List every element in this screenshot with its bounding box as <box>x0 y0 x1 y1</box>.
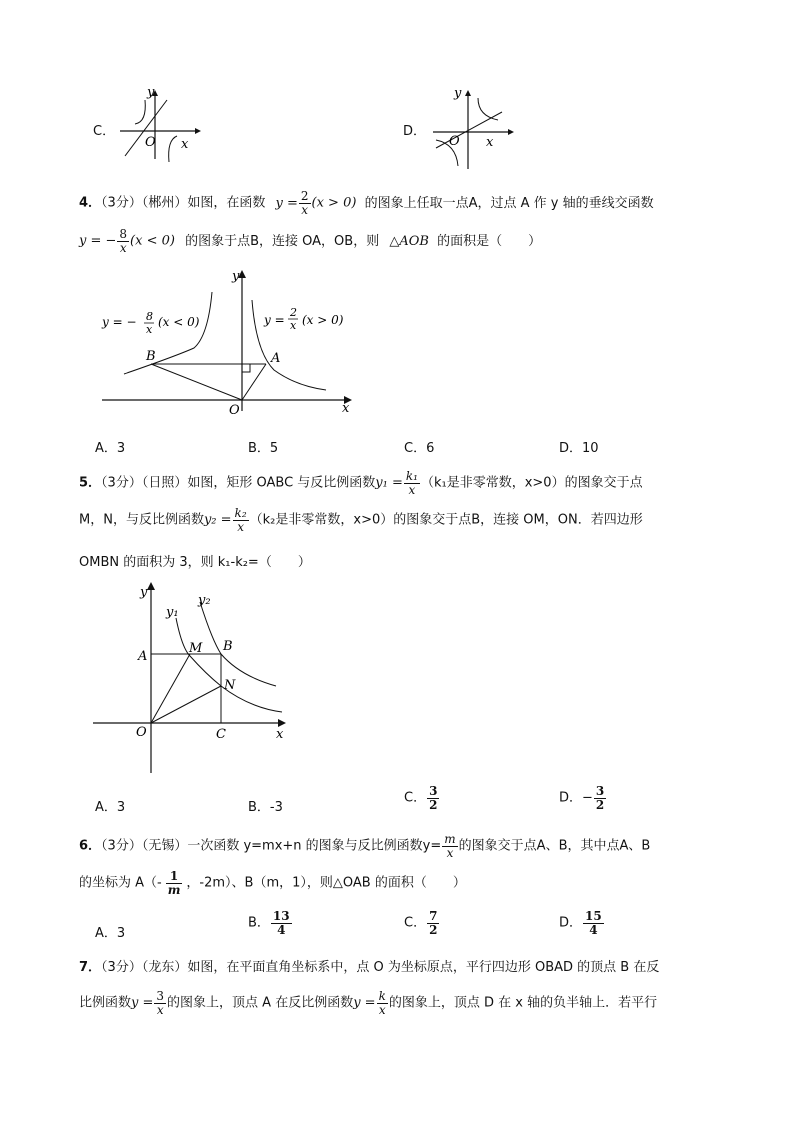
q4-option-d[interactable] <box>559 437 599 456</box>
option-value: -3 <box>269 800 283 815</box>
denominator: x <box>378 1002 386 1017</box>
y-label: y <box>147 85 155 100</box>
numerator: k <box>378 989 386 1003</box>
stem-text: 的图象上任取一点A，过点 A 作 y 轴的垂线交函数 <box>364 195 654 211</box>
formula-condition: (x > 0) <box>311 195 357 211</box>
denominator: 4 <box>589 922 598 937</box>
stem-text: （k₁是非零常数，x>0）的图象交于点 <box>420 475 643 491</box>
numerator: 1 <box>166 870 183 884</box>
option-label: C． <box>93 124 116 139</box>
y-axis-arrow <box>465 90 471 96</box>
question-number: 4． <box>79 195 102 211</box>
curve-y1-label: y₁ <box>166 605 179 620</box>
y-label: y <box>454 86 462 101</box>
y-label: y <box>140 585 148 600</box>
q5-stem-line2 <box>79 507 643 533</box>
right-fn-num: 2 <box>290 306 297 319</box>
denominator: 2 <box>429 797 438 812</box>
origin-label: O <box>136 725 147 740</box>
denominator: 2 <box>429 922 438 937</box>
formula-condition: (x < 0) <box>130 233 175 249</box>
stem-text: 的图象于点B，连接 OA，OB，则 <box>185 233 380 249</box>
numerator: 15 <box>585 909 602 923</box>
q6-option-a[interactable] <box>95 922 125 941</box>
q6-option-d[interactable] <box>559 910 605 936</box>
formula-lhs: y = <box>275 195 298 211</box>
denominator: x <box>156 1002 164 1017</box>
point-M-label: M <box>189 641 203 656</box>
triangle-symbol: △AOB <box>389 233 429 249</box>
q3-option-c-graph <box>115 84 205 164</box>
option-label: C． <box>404 790 427 806</box>
stem-text: OMBN 的面积为 3，则 k₁-k₂=（ ） <box>79 555 311 570</box>
option-label: B． <box>248 441 270 456</box>
stem-text: 的图象上，顶点 A 在反比例函数 <box>167 995 354 1011</box>
origin-label: O <box>145 135 156 150</box>
stem-text: 的图象上，顶点 D 在 x 轴的负半轴上．若平行 <box>388 995 658 1011</box>
q7-stem-line2 <box>79 990 657 1016</box>
right-fn-den: x <box>290 319 297 332</box>
q6-stem-line1 <box>79 833 650 859</box>
option-label: C． <box>404 441 427 456</box>
numerator: m <box>444 832 456 846</box>
fraction <box>404 470 420 496</box>
formula-lhs: y = <box>131 995 154 1011</box>
q4-option-b[interactable] <box>248 437 278 456</box>
stem-text: 如图，在平面直角坐标系中，点 O 为坐标原点，平行四边形 OBAD 的顶点 B 在反 <box>187 960 660 975</box>
x-label: x <box>276 727 284 742</box>
q5-figure <box>90 578 290 776</box>
left-fn-den: x <box>146 323 153 336</box>
formula-lhs: y₁ = <box>375 475 403 491</box>
x-axis-arrow <box>508 129 514 135</box>
numerator: 3 <box>429 784 438 798</box>
q6-option-b[interactable] <box>248 910 293 936</box>
rectangle-OABC <box>151 654 221 723</box>
q4-stem-line2 <box>79 228 541 254</box>
q5-option-c[interactable] <box>404 785 440 811</box>
fraction <box>299 190 311 216</box>
fraction <box>427 785 439 811</box>
option-label: D． <box>559 915 583 931</box>
option-label: D． <box>559 790 583 806</box>
stem-text: 如图，矩形 OABC 与反比例函数 <box>187 475 376 491</box>
option-label: A． <box>95 926 117 941</box>
fraction <box>427 910 439 936</box>
q4-figure <box>96 266 358 418</box>
source: （无锡） <box>141 838 188 854</box>
option-value: 10 <box>582 441 599 456</box>
point-A-label: A <box>138 649 148 664</box>
q5-option-d[interactable] <box>559 785 607 811</box>
stem-text: 比例函数 <box>79 995 132 1011</box>
left-fn-num: 8 <box>146 310 153 323</box>
right-fn-lhs: y = <box>264 313 285 327</box>
option-label: A． <box>95 441 117 456</box>
q5-stem-line3 <box>79 551 311 570</box>
denominator: x <box>119 240 127 255</box>
q4-option-a[interactable] <box>95 437 125 456</box>
point-C-label: C <box>216 727 226 742</box>
question-number: 5． <box>79 475 102 491</box>
option-label: D． <box>559 441 583 456</box>
q7-stem-line1 <box>79 956 659 975</box>
minus-sign: − <box>582 790 593 806</box>
curve-y2 <box>200 602 276 686</box>
x-axis-arrow <box>278 719 286 727</box>
numerator: k₂ <box>234 506 247 520</box>
numerator: k₁ <box>405 469 418 483</box>
q3-option-d-graph <box>428 84 518 174</box>
left-fn-lhs: y = − <box>102 315 137 329</box>
option-value: 3 <box>116 800 126 815</box>
numerator: 8 <box>119 227 128 241</box>
fraction <box>583 910 604 936</box>
point-N-label: N <box>224 678 236 693</box>
y-label: y <box>232 269 240 284</box>
denominator: x <box>446 845 454 860</box>
fraction <box>117 228 129 254</box>
hyperbola-left <box>124 292 212 374</box>
denominator: x <box>408 482 416 497</box>
origin-label: O <box>449 134 460 149</box>
formula-lhs: y₂ = <box>203 512 232 528</box>
denominator: x <box>237 519 244 534</box>
stem-text: 如图，在函数 <box>187 195 266 211</box>
fraction <box>442 833 457 859</box>
option-value: 3 <box>116 926 126 941</box>
option-value: 5 <box>269 441 279 456</box>
q5-option-a[interactable] <box>95 796 125 815</box>
source: （日照） <box>141 475 188 491</box>
formula-lhs: y = − <box>79 233 117 249</box>
q3-option-c[interactable] <box>93 120 115 139</box>
option-label: C． <box>404 915 427 931</box>
x-axis-arrow <box>195 128 201 134</box>
hyperbola-branch-left <box>135 100 145 124</box>
numerator: 2 <box>300 189 309 203</box>
x-label: x <box>181 137 189 152</box>
question-number: 6． <box>79 838 102 854</box>
hyperbola-branch-right <box>169 136 177 162</box>
denominator: m <box>167 882 181 897</box>
option-value: 6 <box>426 441 435 456</box>
source: （龙东） <box>141 960 188 975</box>
q4-option-c[interactable] <box>404 437 434 456</box>
q3-option-d[interactable] <box>403 120 426 139</box>
option-label: A． <box>95 800 117 815</box>
score: （3分） <box>101 838 142 854</box>
score: （3分） <box>101 195 142 211</box>
q6-option-c[interactable] <box>404 910 440 936</box>
source: （郴州） <box>141 195 188 211</box>
fraction <box>271 910 292 936</box>
option-value: 3 <box>116 441 126 456</box>
fraction <box>233 507 249 533</box>
segment-BO <box>151 364 242 400</box>
score: （3分） <box>101 475 142 491</box>
stem-text: 的面积是（ ） <box>437 233 542 249</box>
stem-text: ，-2m）、B（m，1），则△OAB 的面积（ ） <box>186 875 466 891</box>
curve-y2-label: y₂ <box>198 593 211 608</box>
left-fn-cond: (x < 0) <box>158 315 200 329</box>
fraction <box>166 870 183 896</box>
formula-lhs: y = <box>353 995 376 1011</box>
q5-option-b[interactable] <box>248 796 283 815</box>
q5-stem-line1 <box>79 470 643 496</box>
stem-text: M，N，与反比例函数 <box>79 512 204 528</box>
stem-text: 一次函数 y=mx+n 的图象与反比例函数y= <box>187 838 442 854</box>
denominator: x <box>301 202 309 217</box>
option-label: D． <box>403 124 427 139</box>
option-label: B． <box>248 800 270 815</box>
numerator: 13 <box>272 909 290 923</box>
y-axis-arrow <box>147 582 155 590</box>
denominator: 2 <box>595 797 605 812</box>
curve-y1 <box>176 618 282 712</box>
origin-label: O <box>229 403 240 418</box>
x-label: x <box>342 401 350 416</box>
segment-AO <box>242 364 266 400</box>
stem-text: （k₂是非零常数，x>0）的图象交于点B，连接 OM，ON．若四边形 <box>249 512 643 528</box>
hyperbola-branch-right <box>478 98 498 120</box>
point-A-label: A <box>271 351 281 366</box>
right-angle-mark <box>242 364 250 372</box>
score: （3分） <box>101 960 142 975</box>
question-number: 7． <box>79 960 102 975</box>
right-fn-cond: (x > 0) <box>302 313 344 327</box>
option-label: B． <box>248 915 270 931</box>
point-B-label: B <box>146 349 156 364</box>
numerator: 3 <box>156 989 165 1003</box>
point-B-label: B <box>223 639 233 654</box>
fraction <box>377 990 388 1016</box>
fraction <box>154 990 166 1016</box>
q6-stem-line2 <box>79 870 466 896</box>
numerator: 7 <box>429 909 438 923</box>
x-label: x <box>486 135 494 150</box>
stem-text: 的图象交于点A、B，其中点A、B <box>458 838 651 854</box>
fraction <box>594 785 606 811</box>
stem-text: 的坐标为 A（- <box>79 875 162 891</box>
q4-stem-line1 <box>79 190 654 216</box>
numerator: 3 <box>595 784 605 798</box>
denominator: 4 <box>277 922 286 937</box>
